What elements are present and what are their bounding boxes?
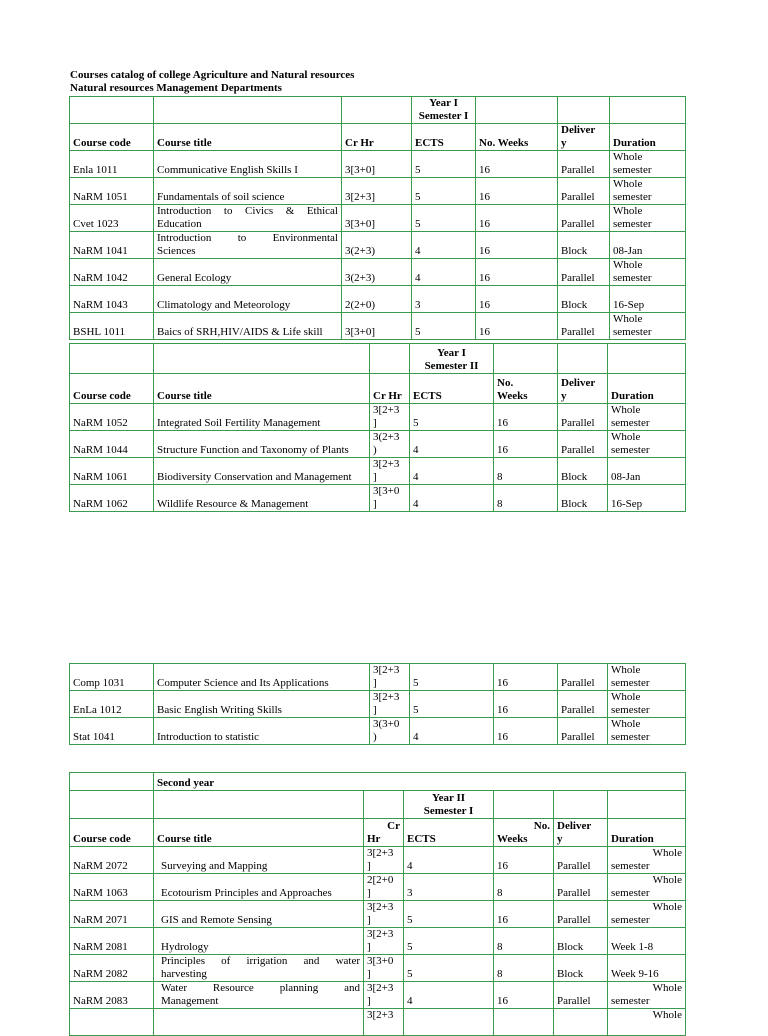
weeks-value: 16 [476, 151, 558, 178]
weeks-value: 16 [494, 664, 558, 691]
course-row [70, 664, 686, 691]
duration-value: Whole semester [608, 691, 686, 718]
credit-hours: 3[3+0 ] [370, 485, 410, 512]
weeks-value: 16 [494, 982, 554, 1009]
department-title: Natural resources Management Departments [70, 82, 282, 94]
course-row [70, 404, 686, 431]
course-title: Communicative English Skills I [154, 151, 342, 178]
ects-value: 5 [412, 178, 476, 205]
weeks-value: 16 [494, 847, 554, 874]
ects-value: 4 [410, 431, 494, 458]
table-header-year-row [70, 344, 686, 374]
duration-value: Whole semester [610, 313, 686, 340]
weeks-value: 8 [494, 485, 558, 512]
course-title: Surveying and Mapping [154, 847, 364, 874]
duration-value: Week 1-8 [608, 928, 686, 955]
delivery-mode: Parallel [558, 178, 610, 205]
course-code: Cvet 1023 [70, 205, 154, 232]
course-title: Hydrology [154, 928, 364, 955]
credit-hours: 3[3+0] [342, 205, 412, 232]
ects-value: 5 [412, 205, 476, 232]
delivery-mode: Parallel [558, 431, 608, 458]
header-course-title: Course title [154, 124, 342, 151]
duration-value: Week 9-16 [608, 955, 686, 982]
course-row [70, 259, 686, 286]
course-code: EnLa 1012 [70, 691, 154, 718]
delivery-mode: Block [558, 232, 610, 259]
delivery-mode: Parallel [558, 259, 610, 286]
header-ects: ECTS [410, 374, 494, 404]
delivery-mode: Block [558, 458, 608, 485]
course-title: GIS and Remote Sensing [154, 901, 364, 928]
ects-value: 5 [404, 901, 494, 928]
course-row [70, 431, 686, 458]
duration-value: Whole semester [608, 718, 686, 745]
course-code: Stat 1041 [70, 718, 154, 745]
delivery-mode: Parallel [558, 151, 610, 178]
course-row [70, 928, 686, 955]
header-delivery: Deliver y [554, 819, 608, 847]
delivery-mode: Parallel [558, 205, 610, 232]
course-row [70, 458, 686, 485]
course-table-year1-sem1 [69, 96, 686, 340]
weeks-value: 16 [494, 404, 558, 431]
course-code: BSHL 1011 [70, 313, 154, 340]
course-title [154, 1009, 364, 1036]
table-header-year-row [70, 791, 686, 819]
delivery-mode: Block [554, 955, 608, 982]
course-title: Basic English Writing Skills [154, 691, 370, 718]
course-code: NaRM 1061 [70, 458, 154, 485]
delivery-mode: Parallel [558, 718, 608, 745]
credit-hours: 3[2+3 ] [364, 847, 404, 874]
header-cr-hr: Cr Hr [342, 124, 412, 151]
duration-value: 08-Jan [610, 232, 686, 259]
course-code: NaRM 2071 [70, 901, 154, 928]
credit-hours: 3[3+0] [342, 313, 412, 340]
ects-value: 4 [410, 485, 494, 512]
course-code: NaRM 2083 [70, 982, 154, 1009]
course-row [70, 151, 686, 178]
course-code: Comp 1031 [70, 664, 154, 691]
header-course-code: Course code [70, 374, 154, 404]
course-row [70, 874, 686, 901]
delivery-mode: Parallel [558, 691, 608, 718]
credit-hours: 3[2+3 ] [364, 901, 404, 928]
course-row [70, 286, 686, 313]
table-header-row [70, 374, 686, 404]
credit-hours: 3(3+0 ) [370, 718, 410, 745]
delivery-mode: Block [554, 928, 608, 955]
ects-value [404, 1009, 494, 1036]
header-delivery: Deliver y [558, 124, 610, 151]
course-row [70, 718, 686, 745]
ects-value: 4 [410, 718, 494, 745]
course-title: Computer Science and Its Applications [154, 664, 370, 691]
course-code: NaRM 1041 [70, 232, 154, 259]
section-title: Second year [154, 773, 686, 791]
header-weeks: No. Weeks [476, 124, 558, 151]
duration-value: Whole semester [608, 874, 686, 901]
delivery-mode [554, 1009, 608, 1036]
course-code [70, 1009, 154, 1036]
course-code: NaRM 1044 [70, 431, 154, 458]
ects-value: 3 [404, 874, 494, 901]
duration-value: Whole semester [608, 404, 686, 431]
credit-hours: 3(2+3) [342, 259, 412, 286]
header-course-code: Course code [70, 124, 154, 151]
year-semester-label: Year I Semester I [412, 97, 476, 124]
weeks-value: 16 [476, 313, 558, 340]
duration-value: Whole semester [608, 982, 686, 1009]
duration-value: 08-Jan [608, 458, 686, 485]
course-code: Enla 1011 [70, 151, 154, 178]
course-row [70, 847, 686, 874]
ects-value: 4 [412, 232, 476, 259]
course-row [70, 313, 686, 340]
course-table-continued [69, 663, 686, 745]
duration-value: Whole semester [608, 664, 686, 691]
duration-value: Whole semester [608, 901, 686, 928]
course-row [70, 691, 686, 718]
weeks-value: 8 [494, 458, 558, 485]
credit-hours: 3[2+3 ] [370, 458, 410, 485]
duration-value: 16-Sep [608, 485, 686, 512]
course-code: NaRM 2081 [70, 928, 154, 955]
year-semester-label: Year II Semester I [404, 791, 494, 819]
credit-hours: 3(2+3 ) [370, 431, 410, 458]
ects-value: 5 [410, 404, 494, 431]
credit-hours: 2[2+0 ] [364, 874, 404, 901]
delivery-mode: Parallel [554, 874, 608, 901]
year-semester-label: Year I Semester II [410, 344, 494, 374]
delivery-mode: Block [558, 485, 608, 512]
ects-value: 4 [404, 982, 494, 1009]
course-row [70, 232, 686, 259]
header-weeks: No. Weeks [494, 819, 554, 847]
weeks-value: 16 [476, 259, 558, 286]
table-header-row [70, 124, 686, 151]
credit-hours: 3(2+3) [342, 232, 412, 259]
delivery-mode: Block [558, 286, 610, 313]
duration-value: 16-Sep [610, 286, 686, 313]
course-title: Fundamentals of soil science [154, 178, 342, 205]
ects-value: 4 [404, 847, 494, 874]
course-title: Principles of irrigation and water harvesting [154, 955, 364, 982]
header-cr-hr: Cr Hr [364, 819, 404, 847]
course-table-year1-sem2 [69, 343, 686, 512]
delivery-mode: Parallel [554, 847, 608, 874]
ects-value: 5 [404, 928, 494, 955]
weeks-value: 8 [494, 874, 554, 901]
delivery-mode: Parallel [554, 982, 608, 1009]
ects-value: 5 [404, 955, 494, 982]
credit-hours: 3[2+3 ] [370, 664, 410, 691]
table-header-row [70, 819, 686, 847]
course-title: Baics of SRH,HIV/AIDS & Life skill [154, 313, 342, 340]
course-code: NaRM 1063 [70, 874, 154, 901]
weeks-value: 16 [476, 205, 558, 232]
credit-hours: 3[2+3 ] [370, 691, 410, 718]
header-course-title: Course title [154, 819, 364, 847]
header-delivery: Deliver y [558, 374, 608, 404]
weeks-value: 16 [494, 431, 558, 458]
credit-hours: 3[2+3 [364, 1009, 404, 1036]
course-row [70, 178, 686, 205]
course-code: NaRM 1051 [70, 178, 154, 205]
table-header-year-row [70, 97, 686, 124]
weeks-value: 8 [494, 928, 554, 955]
course-code: NaRM 2072 [70, 847, 154, 874]
delivery-mode: Parallel [558, 404, 608, 431]
duration-value: Whole semester [610, 151, 686, 178]
ects-value: 3 [412, 286, 476, 313]
header-duration: Duration [610, 124, 686, 151]
credit-hours: 3[2+3] [342, 178, 412, 205]
weeks-value: 8 [494, 955, 554, 982]
delivery-mode: Parallel [558, 313, 610, 340]
duration-value: Whole semester [610, 259, 686, 286]
course-title: General Ecology [154, 259, 342, 286]
delivery-mode: Parallel [558, 664, 608, 691]
course-title: Climatology and Meteorology [154, 286, 342, 313]
ects-value: 5 [412, 151, 476, 178]
duration-value: Whole [608, 1009, 686, 1036]
course-title: Introduction to statistic [154, 718, 370, 745]
delivery-mode: Parallel [554, 901, 608, 928]
course-title: Introduction to Civics & Ethical Education [154, 205, 342, 232]
weeks-value: 16 [494, 718, 558, 745]
ects-value: 5 [410, 691, 494, 718]
duration-value: Whole semester [608, 431, 686, 458]
course-row [70, 982, 686, 1009]
header-ects: ECTS [412, 124, 476, 151]
weeks-value: 16 [494, 691, 558, 718]
credit-hours: 3[2+3 ] [364, 982, 404, 1009]
weeks-value: 16 [494, 901, 554, 928]
header-duration: Duration [608, 819, 686, 847]
credit-hours: 2(2+0) [342, 286, 412, 313]
header-course-title: Course title [154, 374, 370, 404]
header-cr-hr: Cr Hr [370, 374, 410, 404]
course-title: Structure Function and Taxonomy of Plants [154, 431, 370, 458]
course-row [70, 1009, 686, 1036]
weeks-value: 16 [476, 286, 558, 313]
header-course-code: Course code [70, 819, 154, 847]
header-duration: Duration [608, 374, 686, 404]
course-table-year2-sem1 [69, 772, 686, 1036]
ects-value: 4 [412, 259, 476, 286]
credit-hours: 3[3+0] [342, 151, 412, 178]
course-code: NaRM 1042 [70, 259, 154, 286]
course-title: Wildlife Resource & Management [154, 485, 370, 512]
credit-hours: 3[2+3 ] [364, 928, 404, 955]
section-row [70, 773, 686, 791]
course-code: NaRM 2082 [70, 955, 154, 982]
course-code: NaRM 1052 [70, 404, 154, 431]
course-title: Water Resource planning and Management [154, 982, 364, 1009]
credit-hours: 3[3+0 ] [364, 955, 404, 982]
header-weeks: No. Weeks [494, 374, 558, 404]
course-code: NaRM 1043 [70, 286, 154, 313]
duration-value: Whole semester [608, 847, 686, 874]
weeks-value [494, 1009, 554, 1036]
course-code: NaRM 1062 [70, 485, 154, 512]
course-title: Ecotourism Principles and Approaches [154, 874, 364, 901]
header-ects: ECTS [404, 819, 494, 847]
weeks-value: 16 [476, 178, 558, 205]
course-title: Introduction to Environmental Sciences [154, 232, 342, 259]
course-title: Biodiversity Conservation and Management [154, 458, 370, 485]
ects-value: 4 [410, 458, 494, 485]
weeks-value: 16 [476, 232, 558, 259]
course-row [70, 955, 686, 982]
duration-value: Whole semester [610, 205, 686, 232]
ects-value: 5 [412, 313, 476, 340]
course-title: Integrated Soil Fertility Management [154, 404, 370, 431]
catalog-title: Courses catalog of college Agriculture and Natural resources [70, 69, 355, 81]
credit-hours: 3[2+3 ] [370, 404, 410, 431]
duration-value: Whole semester [610, 178, 686, 205]
course-row [70, 901, 686, 928]
course-row [70, 485, 686, 512]
course-row [70, 205, 686, 232]
ects-value: 5 [410, 664, 494, 691]
